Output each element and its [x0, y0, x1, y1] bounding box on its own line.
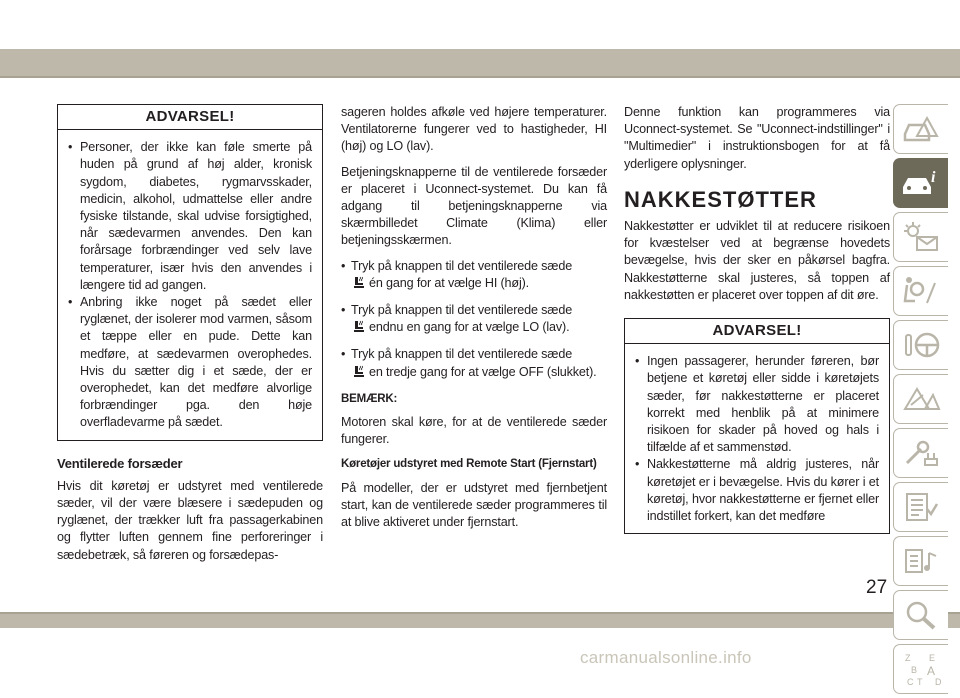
warning-box	[624, 318, 890, 534]
tab-search-index[interactable]	[893, 590, 948, 640]
warning-item: • Nakkestøtterne må aldrig justeres, når køretøjet er i bevægelse. Hvis du kører i et køretøj, hvor nakkestøtterne er fjernet eller indstillet forkert, kan det medføre	[635, 456, 879, 525]
chapter-tabs	[893, 104, 947, 698]
subheading: Ventilerede forsæder	[57, 455, 183, 471]
ventilated-seat-icon	[351, 276, 365, 289]
tab-service-wrench[interactable]	[893, 428, 948, 478]
tab-checklist[interactable]	[893, 482, 948, 532]
tab-car-warning[interactable]	[893, 104, 948, 154]
checklist-icon	[901, 491, 941, 523]
warning-item: • Anbring ikke noget på sædet eller ryglænet, der isolerer mod varmen, såsom et tæppe eller en pude. Dette kan medføre, at sædevarmen overophedes. Hvis du sætter dig i et sæde, der er overophedet, kan det medføre alvorlige forbrændinger pga. den høje overfladevarme på sædet.	[68, 294, 312, 432]
steering-wheel-icon	[901, 329, 941, 361]
list-item-lead: Tryk på knappen til det ventilerede sæde	[351, 303, 573, 318]
note-label: BEMÆRK:	[341, 392, 398, 405]
service-wrench-icon	[901, 437, 941, 469]
alphabet-letter: E	[929, 653, 936, 663]
top-band	[0, 0, 960, 79]
list-item-lead: Tryk på knappen til det ventilerede sæde	[351, 347, 573, 362]
ventilated-seat-icon	[351, 365, 365, 378]
warning-item: • Ingen passagerer, herunder føreren, bør betjene et køretøj eller sidde i køretøjets sæder, før nakkestøtterne er placeret korrekt med henblik på at minimere risikoen for skader på hoved og hals i tilfælde af et sammenstød.	[635, 353, 879, 456]
paragraph: Denne funktion kan programmeres via Uconnect-systemet. Se "Uconnect-indstillinger" i "Multimedier" i instruktionsbogen for at få yderligere oplysninger.	[624, 105, 890, 171]
tab-alphabet-index[interactable]	[893, 644, 948, 694]
paragraph: sageren holdes afkøle ved højere temperaturer. Ventilatorerne fungerer ved to hastigheder, HI (høj) og LO (lav).	[341, 105, 607, 154]
bottom-band	[0, 614, 960, 628]
tab-multimedia[interactable]	[893, 536, 948, 586]
list-item-rest: en tredje gang for at vælge OFF (slukket).	[369, 364, 597, 379]
note-text: Motoren skal køre, for at de ventilerede sæder fungerer.	[341, 415, 607, 447]
multimedia-icon	[901, 545, 941, 577]
paragraph: Hvis dit køretøj er udstyret med ventilerede sæder, vil der være blæsere i sædepuden og ryglænet, der trækker luft fra passagerkabinen og flytter luften gennem fine perforeringer i sædebetræk, så føreren og forsædepas-	[57, 478, 323, 562]
tab-steering-wheel[interactable]	[893, 320, 948, 370]
warning-heading: ADVARSEL!	[58, 105, 322, 130]
car-info-icon	[900, 168, 942, 198]
list-item-rest: én gang for at vælge HI (høj).	[369, 275, 529, 290]
tab-car-info[interactable]	[893, 158, 948, 208]
page-number: 27	[866, 577, 888, 598]
paragraph: Betjeningsknapperne til de ventilerede forsæder er placeret i Uconnect-systemet. Du kan få adgang til betjeningsknapperne via skærmbilledet Climate (Klima) eller betjeningsskærmen.	[341, 164, 607, 248]
seat-airbag-icon	[901, 275, 941, 307]
svg-text:i: i	[931, 169, 936, 186]
alphabet-letter: B	[911, 665, 918, 675]
list-item-lead: Tryk på knappen til det ventilerede sæde	[351, 258, 573, 273]
list-item	[341, 258, 607, 292]
hazard-triangle-icon	[901, 383, 941, 415]
alphabet-letter: C	[907, 677, 914, 687]
list-item-rest: endnu en gang for at vælge LO (lav).	[369, 320, 570, 335]
car-warning-icon	[901, 114, 941, 144]
column-right	[624, 104, 890, 548]
tab-seat-airbag[interactable]	[893, 266, 948, 316]
watermark: carmanualsonline.info	[580, 648, 752, 667]
ventilated-seat-icon	[351, 320, 365, 333]
alphabet-letter: Z	[905, 653, 911, 663]
warning-box	[57, 104, 323, 441]
alphabet-letter: A	[927, 664, 936, 678]
list-item	[341, 302, 607, 336]
alphabet-letter: T	[917, 677, 923, 687]
paragraph: Nakkestøtter er udviklet til at reducere risikoen for kvæstelser ved at begrænse hovedets bevægelse, hvis der sker en påkørsel bagfra. Nakkestøtterne skal justeres, så toppen af nakkestøtten er placeret over toppen af dit øre.	[624, 219, 890, 302]
paragraph: På modeller, der er udstyret med fjernbetjent start, kan de ventilerede sæder programmeres til at blive aktiveret under fjernstart.	[341, 480, 607, 530]
dashboard-lights-icon	[901, 221, 941, 253]
warning-heading: ADVARSEL!	[625, 319, 889, 344]
column-middle	[341, 104, 607, 539]
alphabet-index-icon	[899, 649, 943, 689]
column-left	[57, 104, 323, 572]
warning-item: • Personer, der ikke kan føle smerte på huden på grund af høj alder, kronisk sygdom, diabetes, rygmarvsskader, medicin, alkohol, udmattelse eller andre fysiske tilstande, skal udvise forsigtighed, når sædevarmen anvendes. Den kan forårsage forbrændinger ved selv lave temperaturer, især hvis den anvendes i længere tid ad gangen.	[68, 139, 312, 294]
tab-hazard-triangle[interactable]	[893, 374, 948, 424]
section-title: NAKKESTØTTER	[624, 186, 817, 212]
list-item	[341, 346, 607, 380]
tab-dashboard-lights[interactable]	[893, 212, 948, 262]
alphabet-letter: D	[935, 677, 942, 687]
subheading: Køretøjer udstyret med Remote Start (Fjernstart)	[341, 458, 597, 471]
search-index-icon	[901, 599, 941, 631]
